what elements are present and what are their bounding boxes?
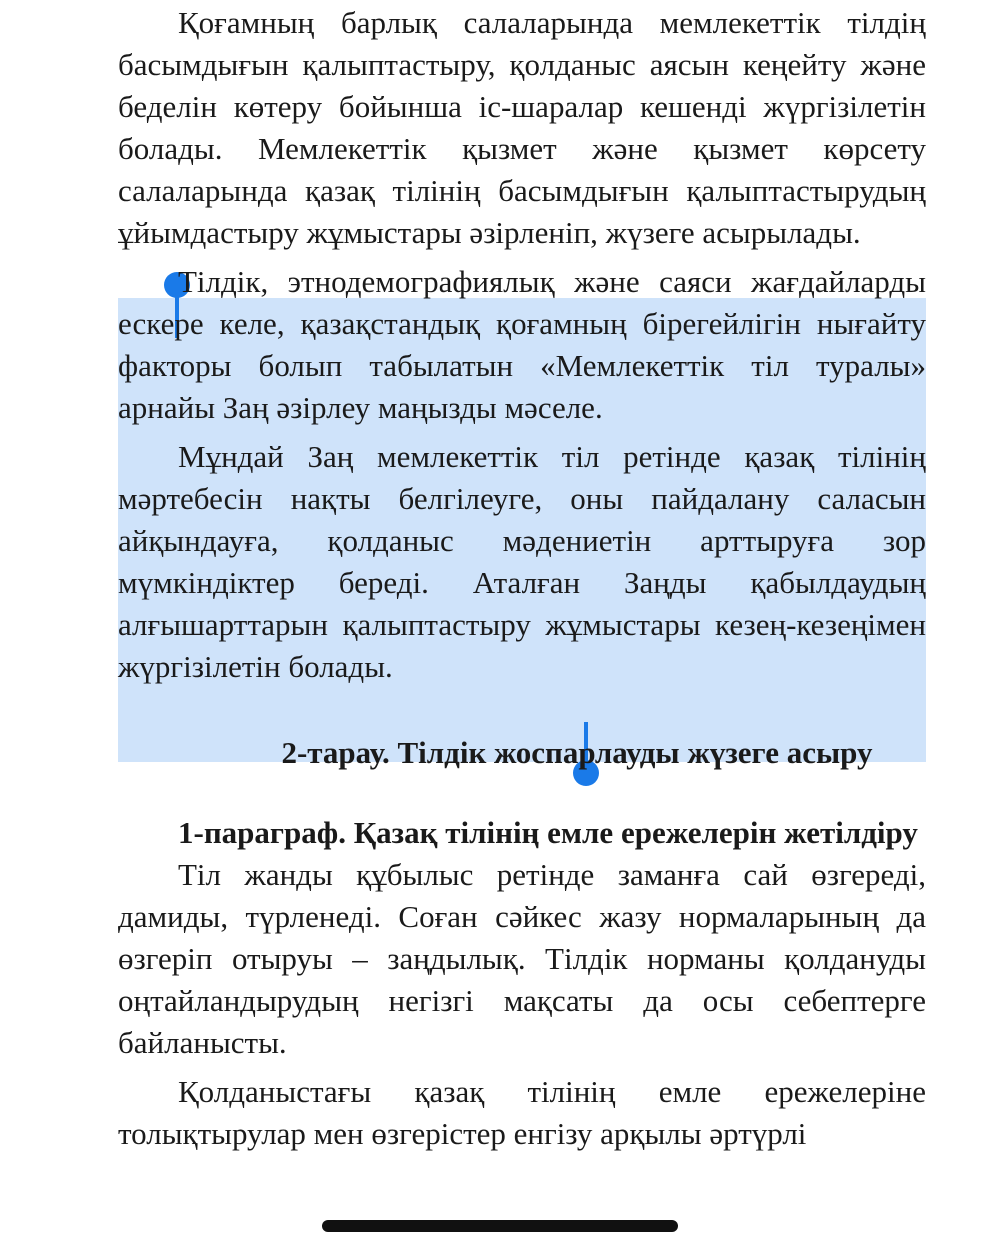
home-indicator-bar[interactable] — [322, 1220, 678, 1232]
paragraph-2-selected[interactable]: Тілдік, этнодемографиялық және саяси жағдайларды ескере келе, қазақстандық қоғамның бірегейлігін нығайту факторы болып табылатын «Мемлекеттік тіл туралы» арнайы Заң әзірлеу маңызды мәселе. — [118, 264, 926, 425]
section-heading: 1-параграф. Қазақ тілінің емле ережелерін жетілдіру — [178, 815, 918, 850]
paragraph-5: Қолданыстағы қазақ тілінің емле ережелеріне толықтырулар мен өзгерістер енгізу арқылы әртүрлі — [118, 1074, 926, 1151]
paragraph-4: Тіл жанды құбылыс ретінде заманға сай өзгереді, дамиды, түрленеді. Соған сәйкес жазу нормаларының да өзгеріп отыруы – заңдылық. Тілдік норманы қолдануды оңтайландырудың негізгі мақсаты да осы себептерге байланысты. — [118, 857, 926, 1060]
chapter-heading: 2-тарау. Тілдік жоспарлауды жүзеге асыру — [281, 735, 873, 770]
paragraph-1: Қоғамның барлық салаларында мемлекеттік тілдің басымдығын қалыптастыру, қолданыс аясын кеңейту және беделін көтеру бойынша іс-шаралар кешенді жүргізілетін болады. Мемлекеттік қызмет және қызмет көрсету салаларында қазақ тілінің басымдығын қалыптастырудың ұйымдастыру жұмыстары әзірленіп, жүзеге асырылады. — [118, 5, 926, 250]
document-page — [118, 2, 926, 1155]
paragraph-3-selected[interactable]: Мұндай Заң мемлекеттік тіл ретінде қазақ тілінің мәртебесін нақты белгілеуге, оны пайдалану саласын айқындауға, қолданыс мәдениетін арттыруға зор мүмкіндіктер береді. Аталған Заңды қабылдаудың алғышарттарын қалыптастыру жұмыстары кезең-кезеңімен жүргізілетін болады. — [118, 439, 926, 684]
